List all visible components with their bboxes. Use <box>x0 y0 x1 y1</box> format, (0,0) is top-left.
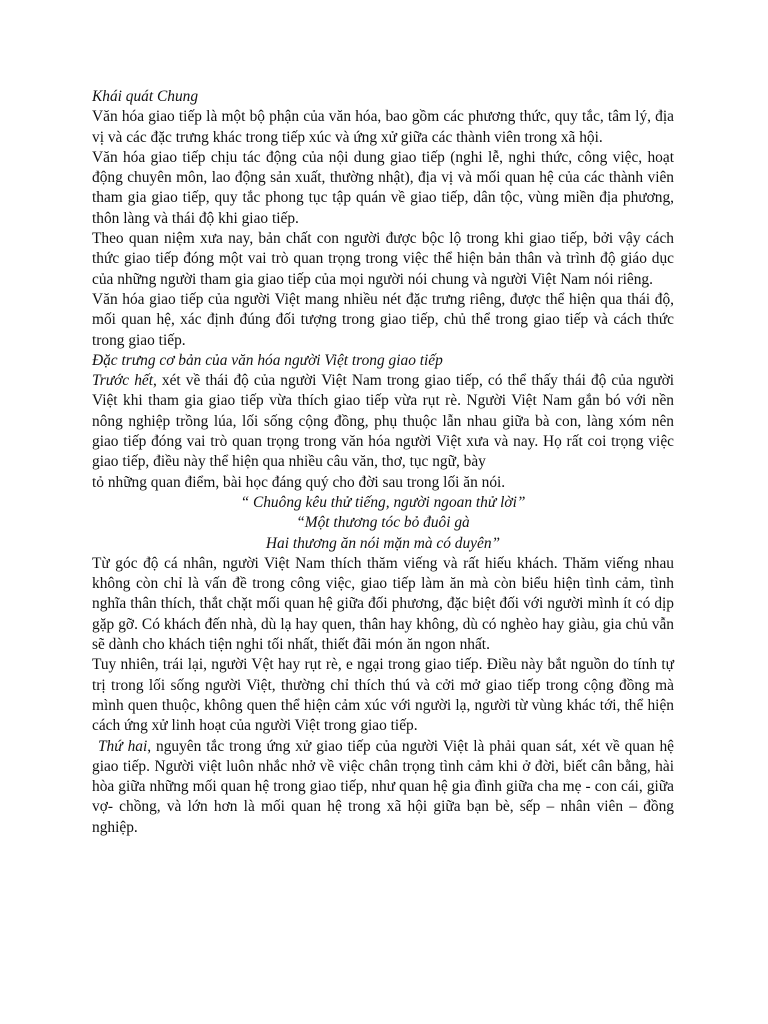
document-page <box>92 87 674 838</box>
section-heading-overview: Khái quát Chung <box>92 88 199 105</box>
proverb-line-2: “Một thương tóc bỏ đuôi gà <box>296 514 470 532</box>
paragraph-definition: Văn hóa giao tiếp là một bộ phận của văn hóa, bao gồm các phương thức, quy tắc, tâm lý, địa vị và các đặc trưng khác trong tiếp xúc và ứng xử giữa các thành viên trong xã hội. <box>92 108 674 146</box>
paragraph-second-body: , nguyên tắc trong ứng xử giao tiếp của người Việt là phải quan sát, xét về quan hệ giao tiếp. Người việt luôn nhắc nhở về việc chân trọng tình cảm khi ở đời, biết cân bằng, hài hòa giữa những mối quan hệ trong giao tiếp, như quan hệ gia đình giữa cha mẹ - con cái, giữa vợ- chồng, và lớn hơn là mối quan hệ trong xã hội giữa bạn bè, sếp – nhân viên – đồng nghiệp. <box>92 737 674 836</box>
proverb-line-3: Hai thương ăn nói mặn mà có duyên” <box>265 534 501 552</box>
section-heading-features: Đặc trưng cơ bản của văn hóa người Việt trong giao tiếp <box>92 351 443 369</box>
paragraph-first-body: , xét về thái độ của người Việt Nam trong giao tiếp, có thể thấy thái độ của người Việt khi tham gia giao tiếp vừa thích giao tiếp vừa rụt rè. Người Việt Nam gắn bó với nền nông nghiệp trồng lúa, lối sống cộng đồng, phụ thuộc lẫn nhau giữa bà con, làng xóm nên giao tiếp đóng vai trò quan trọng trong văn hóa người Việt xưa và nay. Họ rất coi trọng việc giao tiếp, điều này thể hiện qua nhiều câu văn, thơ, tục ngữ, bày <box>92 372 674 471</box>
paragraph-characteristics: Văn hóa giao tiếp của người Việt mang nhiều nét đặc trưng riêng, được thể hiện qua thái độ, mối quan hệ, xác định đúng đối tượng trong giao tiếp, chủ thể trong giao tiếp và cách thức trong giao tiếp. <box>92 290 674 349</box>
paragraph-lead-second: Thứ hai <box>98 737 148 755</box>
paragraph-role: Theo quan niệm xưa nay, bản chất con người được bộc lộ trong khi giao tiếp, bởi vậy cách thức giao tiếp đóng một vai trò quan trọng trong việc thể hiện bản thân và trình độ giáo dục của những người tham gia giao tiếp của mọi người nói chung và người Việt Nam nói riêng. <box>92 230 674 288</box>
proverb-line-1: “ Chuông kêu thử tiếng, người ngoan thử lời” <box>240 493 526 511</box>
paragraph-first-point <box>92 371 674 472</box>
paragraph-second-point <box>92 737 674 838</box>
paragraph-hospitality: Từ góc độ cá nhân, người Việt Nam thích thăm viếng và rất hiếu khách. Thăm viếng nhau không còn chỉ là vấn đề trong công việc, giao tiếp làm ăn mà còn biểu hiện tình cảm, tình nghĩa thân thích, thắt chặt mối quan hệ giữa đối phương, đặc biệt đối với người mình ít có dịp gặp gỡ. Có khách đến nhà, dù lạ hay quen, thân hay không, dù có nghèo hay giàu, gia chủ vẫn sẽ dành cho khách tiện nghi tối nhất, thiết đãi món ăn ngon nhất. <box>92 554 674 654</box>
paragraph-influences: Văn hóa giao tiếp chịu tác động của nội dung giao tiếp (nghi lễ, nghi thức, công việc, hoạt động chuyên môn, lao động sản xuất, thường nhật), địa vị và mối quan hệ của các thành viên tham gia giao tiếp, quy tắc phong tục tập quán về giao tiếp, dân tộc, vùng miền địa phương, thôn làng và thái độ khi giao tiếp. <box>92 148 674 227</box>
paragraph-lead-first: Trước hết <box>92 372 153 390</box>
paragraph-lessons: tỏ những quan điểm, bài học đáng quý cho đời sau trong lối ăn nói. <box>92 473 506 491</box>
paragraph-shyness: Tuy nhiên, trái lại, người Vệt hay rụt rè, e ngại trong giao tiếp. Điều này bắt nguồn do tính tự trị trong lối sống người Việt, thường chỉ thích thú và cởi mở giao tiếp trong cộng đồng mà mình quen thuộc, không quen thể hiện cảm xúc với người lạ, người từ vùng khác tới, thể hiện cách ứng xử linh hoạt của người Việt trong giao tiếp. <box>92 656 674 735</box>
